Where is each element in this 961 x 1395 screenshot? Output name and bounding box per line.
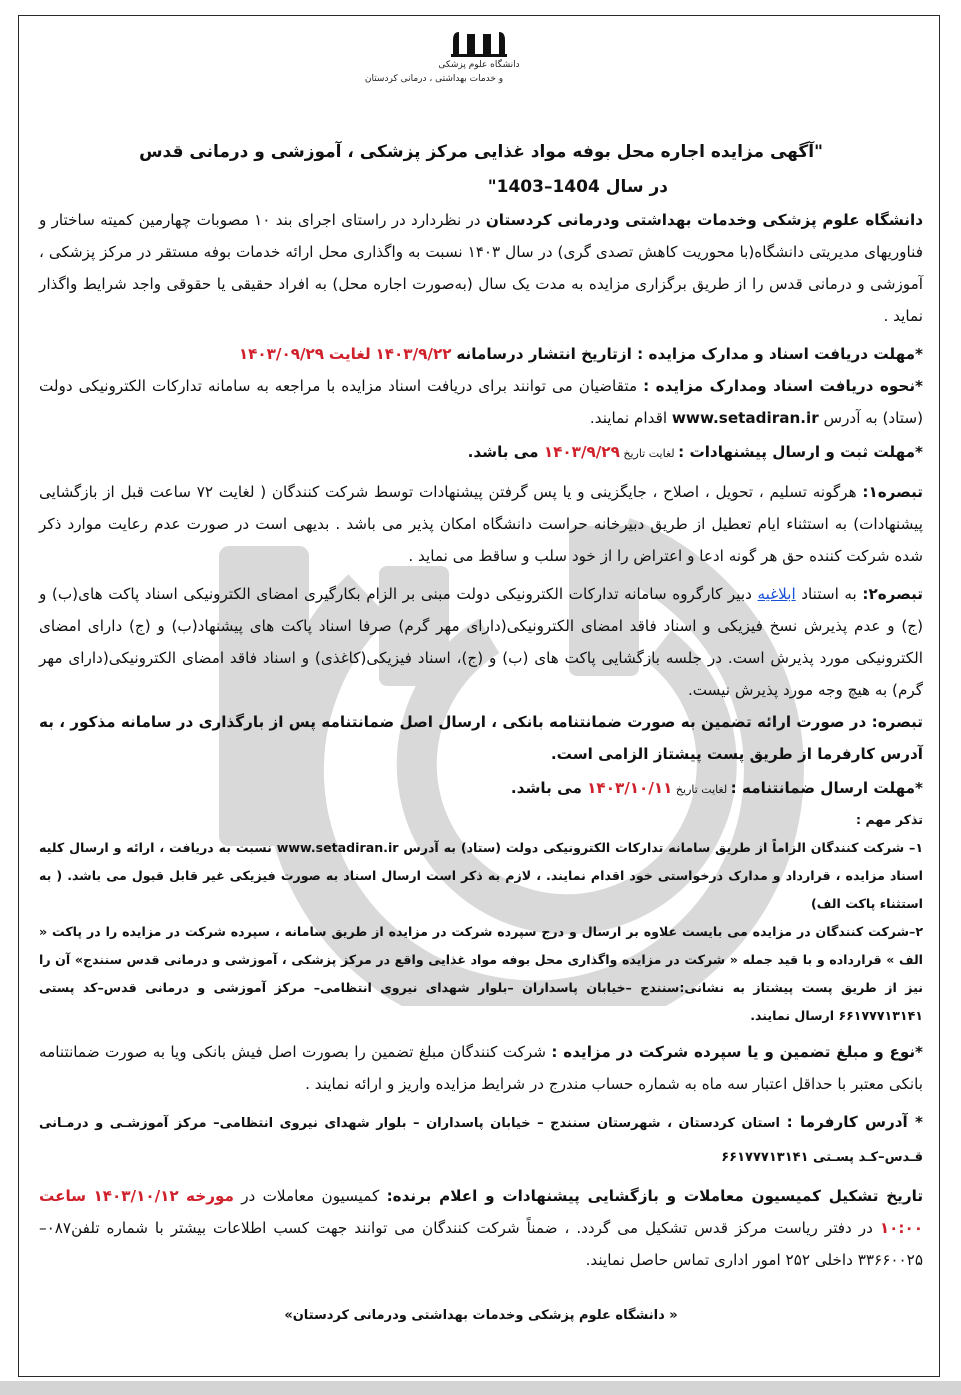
reminder-heading: تذکر مهم : <box>856 812 923 827</box>
university-logo-icon <box>449 28 509 58</box>
deadline-guarantee-small: لغایت تاریخ <box>672 783 731 796</box>
how-to-get-label: *نحوه دریافت اسناد ومدارک مزایده : <box>643 377 923 395</box>
deadline-docs-until: ۱۴۰۳/۰۹/۲۹ <box>238 345 325 363</box>
logo-caption-line1: دانشگاه علوم پزشکی <box>438 60 520 70</box>
how-to-get <box>39 370 923 434</box>
guarantee-label: *نوع و مبلغ تضمین و یا سپرده شرکت در مزایده : <box>551 1043 924 1061</box>
footer-signature: « دانشگاه علوم پزشکی وخدمات بهداشتی ودرمانی کردستان» <box>284 1308 678 1323</box>
reminder-item1: ۱– شرکت کنندگان الزاماً از طریق سامانه تدارکات الکترونیکی دولت (ستاد) به آدرس www.setadiran.ir نسبت به دریافت ، ارائه و ارسال کلیه اسناد مزایده ، قرارداد و مدارک درخواستی خود اقدام نمایند. ، لازم به ذکر است ارسال اسناد به صورت فیزیکی غیر قابل قبول می باشد. ( به استثناء پاکت الف) <box>39 840 923 911</box>
committee-date: ۱۴۰۳/۱۰/۱۲ <box>93 1187 179 1205</box>
deadline-guarantee-label: *مهلت ارسال ضمانتنامه : <box>730 779 923 797</box>
title-line1: "آگهی مزایده اجاره محل بوفه مواد غذایی مرکز پزشکی ، آموزشی و درمانی قدس <box>139 142 823 162</box>
committee-text: در دفتر ریاست مرکز قدس تشکیل می گردد. ، ضمناً شرکت کنندگان می توانند جهت کسب اطلاعات بیشتر با شماره تلفن۰۸۷–۳۳۶۶۰۰۲۵ داخلی ۲۵۲ امور اداری تماس حاصل نمایند. <box>39 1219 923 1269</box>
deadline-submit-date: ۱۴۰۳/۹/۲۹ <box>543 443 620 461</box>
guarantee-text: شرکت کنندگان مبلغ تضمین را بصورت اصل فیش بانکی ویا به صورت ضمانتنامه بانکی معتبر با حداقل اعتبار سه ماه به شماره حساب مندرج در شرایط مزایده واریز و ارائه نمایند . <box>39 1043 923 1093</box>
committee-time: ۱۰:۰۰ <box>879 1219 923 1237</box>
employer-address <box>39 1106 923 1174</box>
deadline-submit-small: لغایت تاریخ <box>619 447 679 460</box>
committee-pre: کمیسیون معاملات در <box>233 1187 387 1205</box>
notice-link[interactable]: ابلاغیه <box>757 585 796 603</box>
title-line2: در سال 1404–1403" <box>487 177 668 197</box>
deadline-docs <box>39 338 923 370</box>
guarantee-paragraph <box>39 1036 923 1100</box>
bottom-strip <box>0 1381 961 1395</box>
intro-text: در نظردارد در راستای اجرای بند ۱۰ مصوبات چهارمین کمیته ساختار و فناوریهای مدیریتی دانشگاه(با محوریت کاهش تصدی گری) در سال ۱۴۰۳ نسبت به واگذاری محل ارائه خدمات بوفه مستقر در مرکز پزشکی ، آموزشی و درمانی قدس را از طریق برگزاری مزایده به مدت یک سال (بەصورت اجاره محل) به افراد حقیقی یا حقوقی واجد شرایط واگذار نماید . <box>39 211 923 325</box>
deadline-guarantee-date: ۱۴۰۳/۱۰/۱۱ <box>587 779 673 797</box>
deadline-submit <box>39 436 923 470</box>
deadline-submit-label: *مهلت ثبت و ارسال پیشنهادات : <box>678 443 923 461</box>
deadline-docs-label: *مهلت دریافت اسناد و مدارک مزایده : ازتاریخ انتشار درسامانه <box>456 345 923 363</box>
header <box>19 28 939 86</box>
announcement-body <box>39 134 923 1332</box>
note2-text: دبیر کارگروه سامانه تدارکات الکترونیکی دولت مبنی بر الزام بکارگیری امضای الکترونیکی اسناد پاکت های(ب) و (ج) و عدم پذیرش نسخ فیزیکی و اسناد فاقد امضای الکترونیکی(دارای مهر گرم) صرفا اسناد پاکت های پیشنهاد(ب) و (ج) دارای امضای الکترونیکی مورد پذیرش است. در جلسه بازگشایی پاکت های (ب) و (ج)، اسناد فیزیکی(کاغذی) و اسناد فاقد امضای الکترونیکی(دارای مهر گرم) به هیچ وجه مورد پذیرش نیست. <box>39 585 923 699</box>
employer-address-text: استان کردستان ، شهرستان سنندج – خیابان پاسداران – بلوار شهدای نیروی انتظامی– مرکز آموزشـی و درمـانی قـدس–کـد پسـتی ۶۶۱۷۷۷۱۳۱۴۱ <box>39 1116 923 1165</box>
document-page <box>18 15 940 1377</box>
intro-paragraph <box>39 204 923 332</box>
note1-text: هرگونه تسلیم ، تحویل ، اصلاح ، جایگزینی و یا پس گرفتن پیشنهادات توسط شرکت کنندگان ( لغایت ۷۲ ساعت قبل از بازگشایی پیشنهادات) به استثناء ایام تعطیل از طریق دبیرخانه حراست دانشگاه امکان پذیر می باشد . بدیهی است در صورت عدم رعایت موارد ذکر شده شرکت کننده حق هر گونه ادعا و اعتراض را از خود سلب و ساقط می نماید . <box>39 483 923 565</box>
intro-org: دانشگاه علوم پزشکی وخدمات بهداشتی ودرمانی کردستان <box>485 211 924 229</box>
deadline-guarantee <box>39 772 923 806</box>
committee-label: تاریخ تشکیل کمیسیون معاملات و بازگشایی پیشنهادات و اعلام برنده: <box>386 1187 924 1205</box>
reminder-item2: ۲–شرکت کنندگان در مزایده می بایست علاوه بر ارسال و درج سپرده شرکت در مزایده از طریق سامانه ، سپرده شرکت در مزایده را در پاکت « الف » قرارداده و با قید جمله « شرکت در مزایده واگذاری محل بوفه مواد غذایی واقع در مرکز پزشکی ، آموزشی و درمانی قدس سنندج» آن را نیز از طریق پست پیشتاز به نشانی:سنندج –خیابان پاسداران –بلوار شهدای نیروی انتظامی– مرکز آموزشی و درمانی قدس–کد پستی ۶۶۱۷۷۷۱۳۱۴۱ ارسال نمایند. <box>39 924 923 1023</box>
employer-address-label: * آدرس کارفرما : <box>786 1113 924 1131</box>
committee-date-label: مورخه <box>186 1187 234 1205</box>
how-to-get-tail: اقدام نمایند. <box>589 409 672 427</box>
note3-paragraph: تبصره: در صورت ارائه تضمین به صورت ضمانتنامه بانکی ، ارسال اصل ضمانتنامه پس از بارگذاری در سامانه مذکور ، به آدرس کارفرما از طریق پست پیشتاز الزامی است. <box>39 713 923 763</box>
note2-label: تبصره۲: <box>862 585 923 603</box>
committee-paragraph <box>39 1180 923 1276</box>
setad-url-link[interactable]: www.setadiran.ir <box>671 409 819 427</box>
deadline-guarantee-tail: می باشد. <box>510 779 588 797</box>
committee-time-label: ساعت <box>39 1187 87 1205</box>
deadline-docs-until-label: لغایت <box>328 345 371 363</box>
note2-paragraph <box>39 578 923 706</box>
reminder-section <box>39 806 923 1030</box>
note1-label: تبصره۱: <box>862 483 923 501</box>
deadline-docs-from: ۱۴۰۳/۹/۲۲ <box>375 345 452 363</box>
note2-pre: به استناد <box>795 585 863 603</box>
note1-paragraph <box>39 476 923 572</box>
how-to-get-text: متقاضیان می توانند برای دریافت اسناد مزایده با مراجعه به سامانه تدارکات الکترونیکی دولت (ستاد) به آدرس <box>39 377 923 427</box>
logo-caption-line2: و خدمات بهداشتی ، درمانی کردستان <box>364 74 504 84</box>
deadline-submit-tail: می باشد. <box>467 443 544 461</box>
